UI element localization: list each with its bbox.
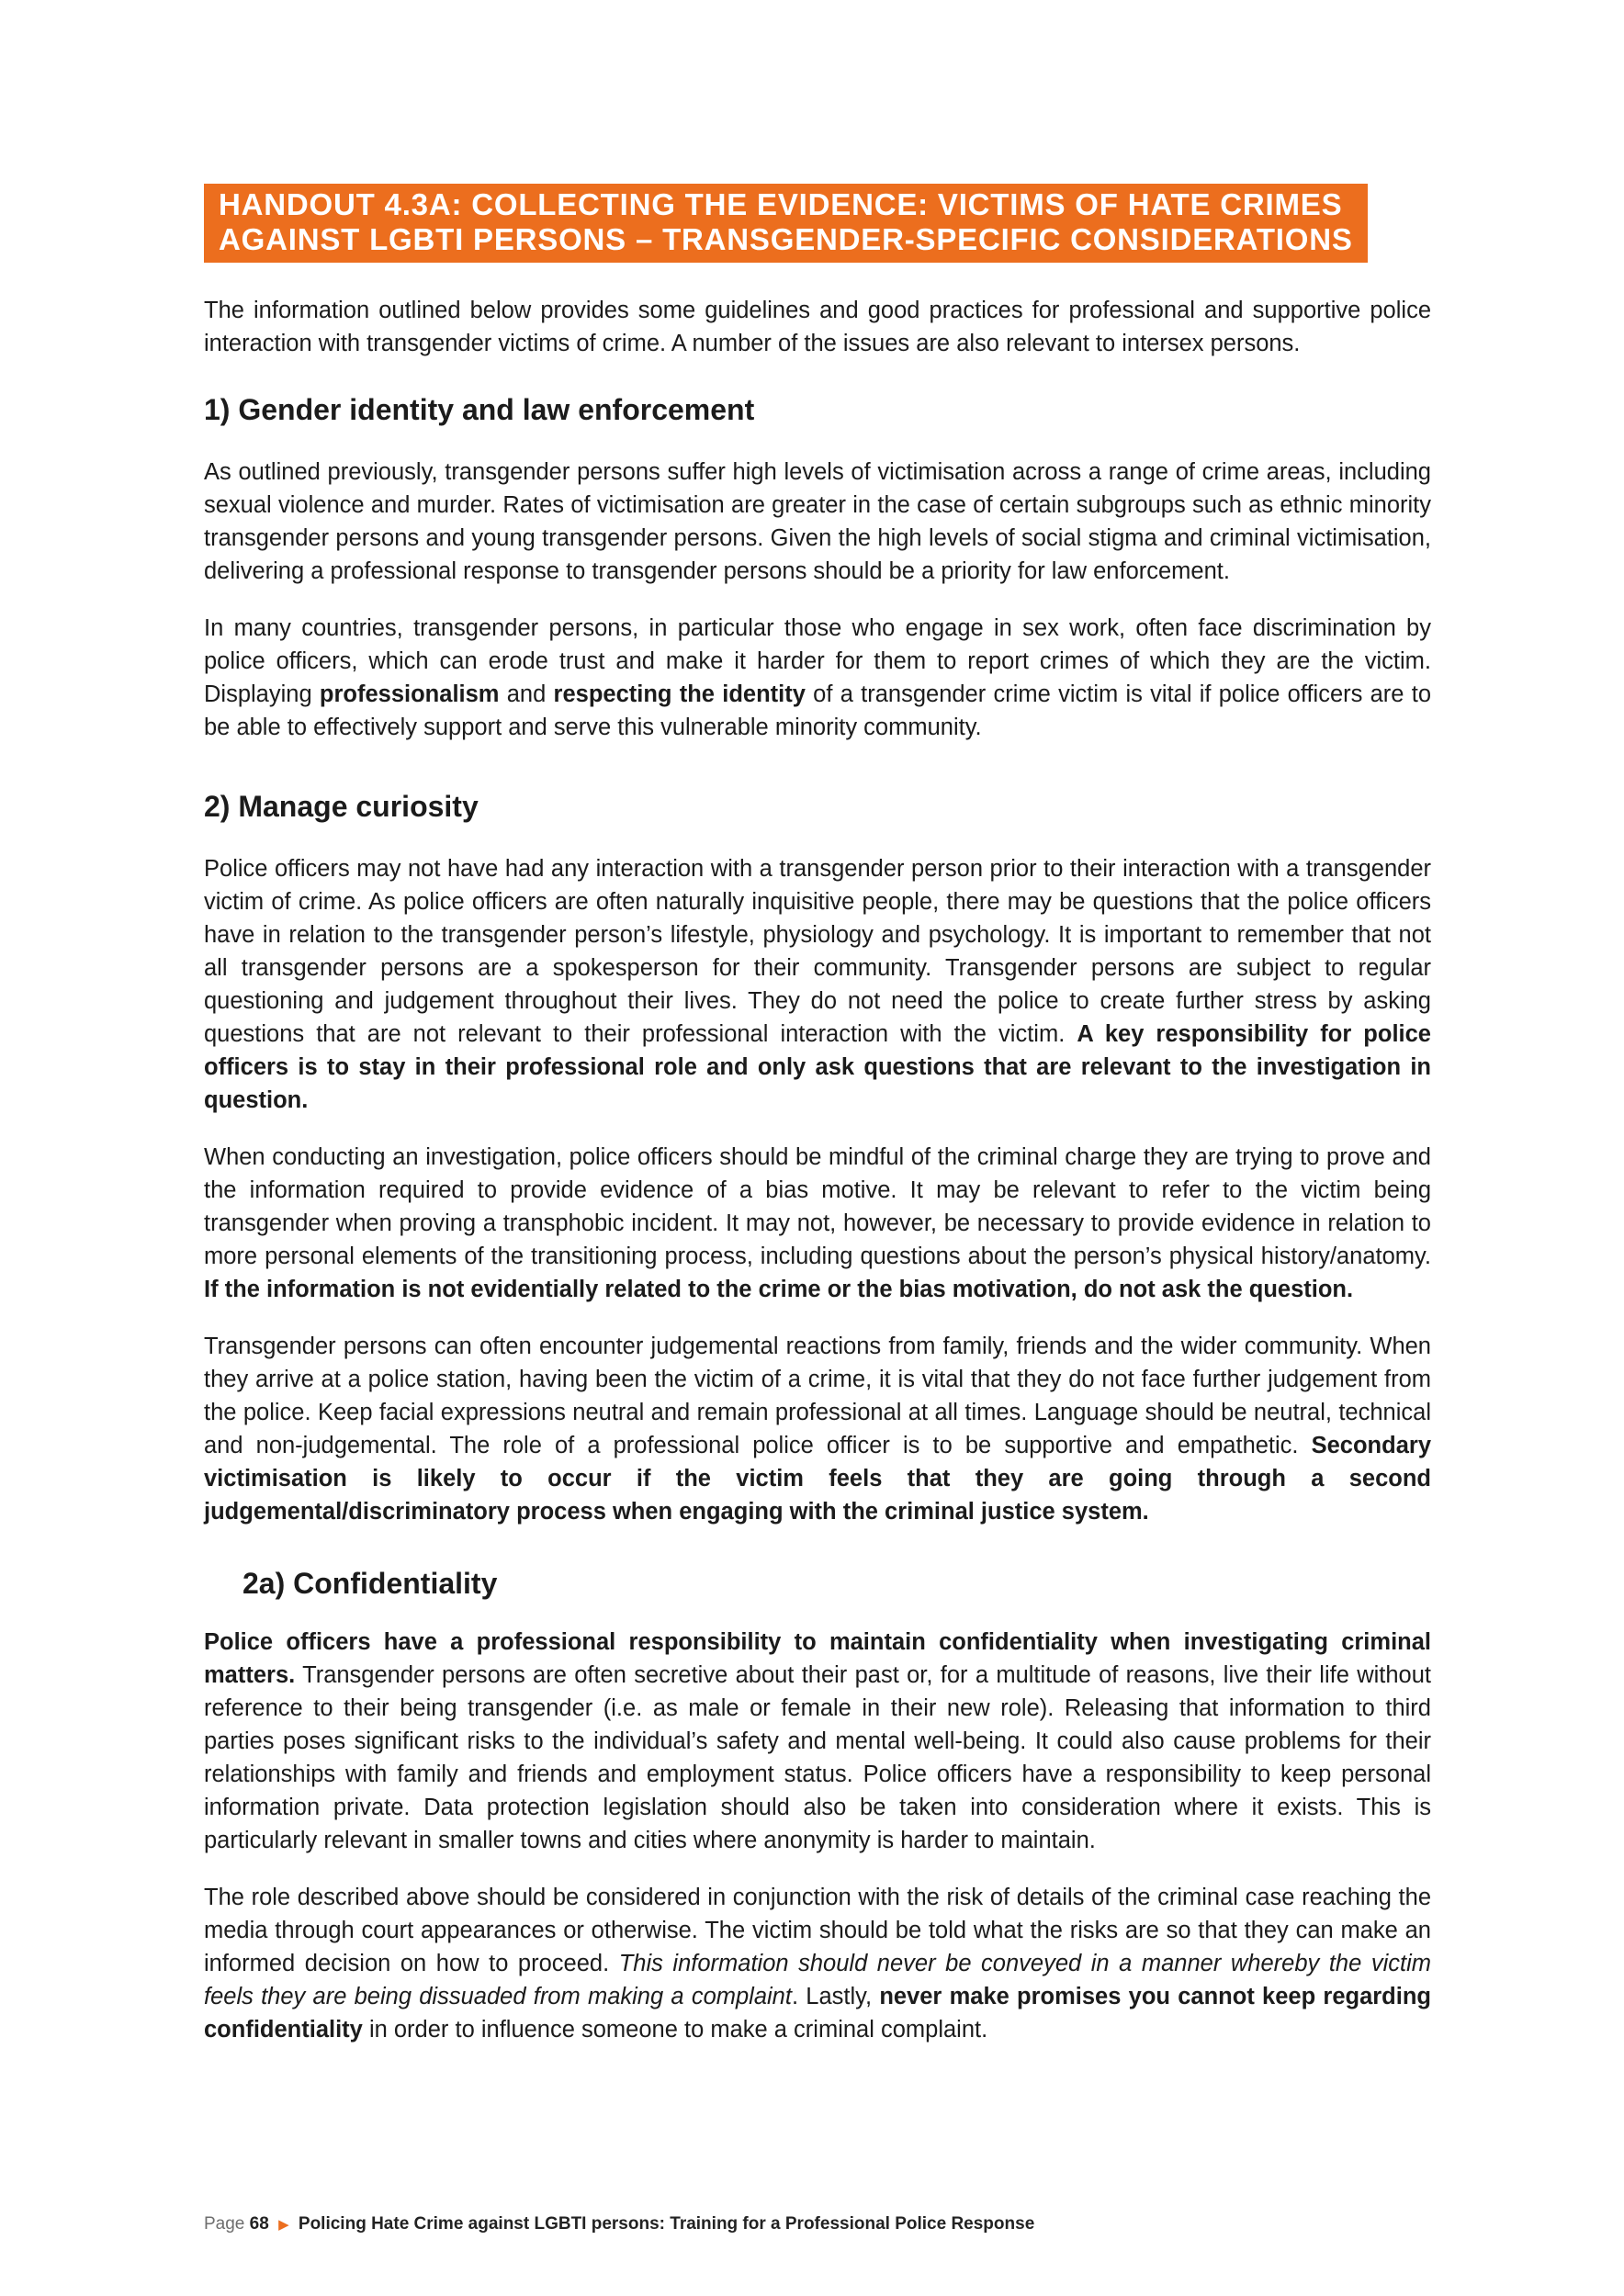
page-label: Page xyxy=(204,2214,245,2234)
document-page xyxy=(204,184,1431,2070)
handout-title-line-1: HANDOUT 4.3A: COLLECTING THE EVIDENCE: VICTIMS OF HATE CRIMES xyxy=(219,187,1343,221)
text-run: of a transgender crime victim is vital if police officers are to be able to effectively support and serve this vulnerable minority community. xyxy=(204,681,1431,740)
bold-text-key-responsibility: A key responsibility for police officers is to stay in their professional role and only ask questions that are relevant to the investigation in question. xyxy=(204,1021,1431,1113)
text-run: Transgender persons can often encounter judgemental reactions from family, friends and the wider community. When they arrive at a police station, having been the victim of a crime, it is vital that they do not face further judgement from the police. Keep facial expressions neutral and remain professional at all times. Language should be neutral, technical and non-judgemental. The role of a professional police officer is to be supportive and empathetic. xyxy=(204,1334,1431,1458)
bold-text-respecting-identity: respecting the identity xyxy=(553,681,806,707)
handout-title-line-2: AGAINST LGBTI PERSONS – TRANSGENDER-SPECIFIC CONSIDERATIONS xyxy=(219,222,1353,256)
publication-title: Policing Hate Crime against LGBTI persons: Training for a Professional Police Response xyxy=(298,2214,1035,2234)
bold-text-confidentiality: Police officers have a professional responsibility to maintain confidentiality when investigating criminal matters. xyxy=(204,1629,1431,1688)
text-run: The role described above should be considered in conjunction with the risk of details of the criminal case reaching the media through court appearances or otherwise. The victim should be told what the risks are so that they can make an informed decision on how to proceed. xyxy=(204,1885,1431,1976)
italic-text-dissuaded: This information should never be conveyed in a manner whereby the victim feels they are being dissuaded from making a complaint xyxy=(204,1951,1431,2009)
section-1-heading: 1) Gender identity and law enforcement xyxy=(204,393,755,426)
page-number: 68 xyxy=(249,2214,269,2234)
section-2a-paragraph-2 xyxy=(204,1881,1431,2046)
handout-title-banner xyxy=(204,184,1368,263)
text-run: in order to influence someone to make a criminal complaint. xyxy=(362,2017,988,2043)
section-2-paragraph-3 xyxy=(204,1330,1431,1528)
intro-paragraph: The information outlined below provides some guidelines and good practices for professional and supportive police interaction with transgender victims of crime. A number of the issues are also relevant to intersex persons. xyxy=(204,298,1431,356)
section-2a-heading: 2a) Confidentiality xyxy=(242,1567,498,1600)
section-2a-paragraph-1 xyxy=(204,1626,1431,1857)
section-2-heading: 2) Manage curiosity xyxy=(204,790,479,823)
text-run: When conducting an investigation, police officers should be mindful of the criminal charge they are trying to prove and the information required to provide evidence of a bias motive. It may be relevant to refer to the victim being transgender when proving a transphobic incident. It may not, however, be necessary to provide evidence in relation to more personal elements of the transitioning process, including questions about the person’s physical history/anatomy. xyxy=(204,1144,1431,1269)
section-2-paragraph-2 xyxy=(204,1141,1431,1306)
bold-text-never-make-promises: never make promises you cannot keep regarding confidentiality xyxy=(204,1984,1431,2043)
text-run: and xyxy=(499,681,554,707)
section-2-paragraph-1 xyxy=(204,852,1431,1117)
section-1-paragraph-2 xyxy=(204,612,1431,744)
page-footer xyxy=(204,2213,1034,2236)
text-run: Police officers may not have had any interaction with a transgender person prior to their interaction with a transgender victim of crime. As police officers are often naturally inquisitive people, there may be questions that the police officers have in relation to the transgender person’s lifestyle, physiology and psychology. It is important to remember that not all transgender persons are a spokesperson for their community. Transgender persons are subject to regular questioning and judgement throughout their lives. They do not need the police to create further stress by asking questions that are not relevant to their professional interaction with the victim. xyxy=(204,856,1431,1047)
bold-text-secondary-victimisation: Secondary victimisation is likely to occur if the victim feels that they are going through a second judgemental/discriminatory process when engaging with the criminal justice system. xyxy=(204,1433,1431,1525)
triangle-right-icon: ▶ xyxy=(278,2217,289,2233)
bold-text-professionalism: professionalism xyxy=(319,681,500,707)
section-1-paragraph-1: As outlined previously, transgender persons suffer high levels of victimisation across a range of crime areas, including sexual violence and murder. Rates of victimisation are greater in the case of certain subgroups such as ethnic minority transgender persons and young transgender persons. Given the high levels of social stigma and criminal victimisation, delivering a professional response to transgender persons should be a priority for law enforcement. xyxy=(204,459,1431,584)
bold-text-evidential-relation: If the information is not evidentially related to the crime or the bias motivation, do not ask the question. xyxy=(204,1277,1354,1302)
text-run: Transgender persons are often secretive about their past or, for a multitude of reasons, live their life without reference to their being transgender (i.e. as male or female in their new role). Releasing that information to third parties poses significant risks to the individual’s safety and mental well-being. It could also cause problems for their relationships with family and friends and employment status. Police officers have a responsibility to keep personal information private. Data protection legislation should also be taken into consideration where it exists. This is particularly relevant in smaller towns and cities where anonymity is harder to maintain. xyxy=(204,1662,1431,1853)
text-run: . Lastly, xyxy=(791,1984,880,2009)
text-run: In many countries, transgender persons, in particular those who engage in sex work, often face discrimination by police officers, which can erode trust and make it harder for them to report crimes of which they are the victim. Displaying xyxy=(204,615,1431,707)
